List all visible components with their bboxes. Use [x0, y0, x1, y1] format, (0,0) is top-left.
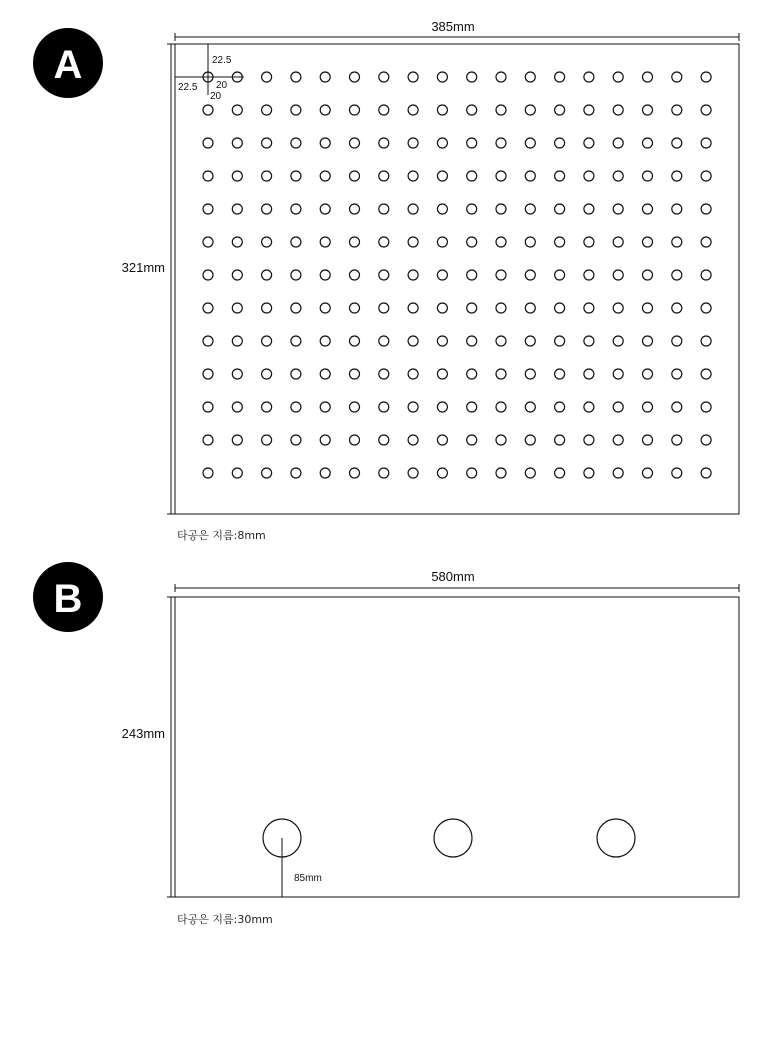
hole-a — [496, 72, 506, 82]
hole-a — [350, 105, 360, 115]
hole-a — [525, 468, 535, 478]
hole-a — [291, 336, 301, 346]
hole-a — [320, 105, 330, 115]
hole-a — [350, 336, 360, 346]
hole-a — [262, 237, 272, 247]
hole-a — [496, 237, 506, 247]
hole-a — [350, 270, 360, 280]
hole-a — [291, 468, 301, 478]
hole-a — [525, 204, 535, 214]
hole-a — [701, 171, 711, 181]
hole-a — [496, 105, 506, 115]
hole-a — [467, 303, 477, 313]
hole-a — [613, 303, 623, 313]
hole-a — [584, 237, 594, 247]
hole-a — [203, 303, 213, 313]
hole-a — [203, 171, 213, 181]
hole-a — [232, 171, 242, 181]
width-label-b: 580mm — [431, 569, 475, 584]
hole-a — [613, 270, 623, 280]
hole-a — [379, 336, 389, 346]
hole-a — [613, 72, 623, 82]
hole-a — [643, 204, 653, 214]
height-dimension-a — [167, 44, 175, 514]
hole-a — [232, 105, 242, 115]
hole-a — [232, 138, 242, 148]
hole-a — [613, 204, 623, 214]
hole-a — [262, 303, 272, 313]
hole-a — [467, 336, 477, 346]
hole-a — [350, 369, 360, 379]
hole-a — [320, 204, 330, 214]
hole-a — [437, 105, 447, 115]
panel-a — [33, 19, 739, 514]
hole-a — [584, 468, 594, 478]
hole-a — [613, 336, 623, 346]
hole-a — [291, 270, 301, 280]
hole-a — [379, 171, 389, 181]
hole-a — [701, 138, 711, 148]
hole-a — [496, 336, 506, 346]
hole-a — [525, 402, 535, 412]
hole-a — [437, 369, 447, 379]
spacing-v-label-a: 20 — [210, 91, 222, 102]
hole-a — [262, 369, 272, 379]
hole-a — [203, 468, 213, 478]
hole-a — [437, 237, 447, 247]
hole-a — [672, 270, 682, 280]
hole-a — [525, 138, 535, 148]
hole-a — [496, 303, 506, 313]
hole-a — [525, 435, 535, 445]
hole-a — [467, 468, 477, 478]
hole-a — [408, 369, 418, 379]
hole-a — [437, 72, 447, 82]
hole-a — [203, 336, 213, 346]
hole-a — [672, 204, 682, 214]
hole-a — [613, 171, 623, 181]
hole-a — [701, 237, 711, 247]
hole-a — [555, 303, 565, 313]
hole-a — [672, 303, 682, 313]
hole-a — [203, 402, 213, 412]
hole-a — [467, 105, 477, 115]
hole-a — [350, 171, 360, 181]
hole-a — [643, 303, 653, 313]
hole-a — [643, 435, 653, 445]
hole-a — [379, 237, 389, 247]
hole-a — [262, 270, 272, 280]
hole-a — [672, 435, 682, 445]
hole-a — [437, 270, 447, 280]
hole-a — [320, 171, 330, 181]
hole-a — [350, 72, 360, 82]
hole-a — [701, 402, 711, 412]
hole-a — [203, 270, 213, 280]
hole-a — [320, 468, 330, 478]
hole-a — [203, 105, 213, 115]
hole-a — [584, 105, 594, 115]
hole-a — [672, 72, 682, 82]
hole-a — [584, 72, 594, 82]
hole-a — [262, 402, 272, 412]
hole-a — [232, 435, 242, 445]
offset-left-label-a: 22.5 — [178, 82, 198, 93]
hole-a — [496, 435, 506, 445]
hole-a — [613, 138, 623, 148]
hole-a — [379, 369, 389, 379]
hole-a — [232, 237, 242, 247]
badge-b-label: B — [53, 577, 83, 621]
hole-a — [408, 204, 418, 214]
hole-a — [467, 204, 477, 214]
hole-a — [613, 435, 623, 445]
hole-a — [525, 72, 535, 82]
hole-a — [701, 105, 711, 115]
hole-a — [584, 138, 594, 148]
hole-a — [379, 138, 389, 148]
hole-a — [408, 171, 418, 181]
hole-a — [232, 270, 242, 280]
hole-a — [555, 204, 565, 214]
hole-a — [379, 270, 389, 280]
hole-a — [467, 435, 477, 445]
hole-a — [555, 270, 565, 280]
hole-a — [613, 468, 623, 478]
hole-a — [701, 435, 711, 445]
hole-a — [525, 237, 535, 247]
hole-a — [203, 138, 213, 148]
hole-a — [672, 105, 682, 115]
hole-a — [613, 369, 623, 379]
hole-a — [701, 204, 711, 214]
hole-a — [408, 105, 418, 115]
hole-a — [291, 72, 301, 82]
hole-a — [643, 237, 653, 247]
hole-a — [643, 468, 653, 478]
hole-a — [584, 270, 594, 280]
hole-a — [232, 468, 242, 478]
hole-a — [584, 369, 594, 379]
hole-a — [467, 138, 477, 148]
hole-a — [437, 402, 447, 412]
badge-a-label: A — [53, 43, 83, 87]
hole-a — [350, 303, 360, 313]
hole-a — [555, 171, 565, 181]
hole-a — [350, 138, 360, 148]
hole-a — [320, 237, 330, 247]
hole-a — [467, 369, 477, 379]
hole-a — [320, 303, 330, 313]
hole-a — [408, 402, 418, 412]
hole-a — [467, 237, 477, 247]
hole-offset-label-b: 85mm — [294, 873, 322, 884]
hole-a — [408, 303, 418, 313]
hole-a — [262, 138, 272, 148]
hole-a — [291, 369, 301, 379]
hole-a — [291, 171, 301, 181]
hole-a — [496, 468, 506, 478]
hole-a — [379, 204, 389, 214]
hole-a — [291, 237, 301, 247]
hole-a — [613, 402, 623, 412]
hole-a — [408, 237, 418, 247]
hole-a — [496, 369, 506, 379]
hole-a — [555, 402, 565, 412]
hole-a — [203, 237, 213, 247]
panel-b — [33, 562, 739, 897]
hole-a — [320, 72, 330, 82]
hole-a — [262, 105, 272, 115]
hole-a — [262, 204, 272, 214]
hole-a — [672, 468, 682, 478]
hole-a — [701, 303, 711, 313]
hole-a — [555, 105, 565, 115]
hole-a — [320, 270, 330, 280]
hole-a — [291, 105, 301, 115]
hole-a — [379, 435, 389, 445]
hole-a — [291, 303, 301, 313]
hole-a — [320, 138, 330, 148]
hole-diameter-note-b: 타공은 지름:30mm — [177, 913, 273, 926]
hole-a — [555, 468, 565, 478]
hole-a — [701, 336, 711, 346]
hole-a — [262, 171, 272, 181]
hole-a — [584, 336, 594, 346]
hole-diameter-note-a: 타공은 지름:8mm — [177, 529, 266, 542]
hole-a — [408, 468, 418, 478]
hole-a — [672, 171, 682, 181]
hole-a — [350, 435, 360, 445]
hole-a — [555, 435, 565, 445]
hole-a — [408, 270, 418, 280]
hole-a — [555, 138, 565, 148]
hole-b-3 — [597, 819, 635, 857]
hole-a — [496, 402, 506, 412]
hole-a — [437, 138, 447, 148]
board-outline-a — [175, 44, 739, 514]
hole-a — [467, 270, 477, 280]
width-label-a: 385mm — [431, 19, 475, 34]
width-dimension-b — [175, 584, 739, 592]
hole-a — [437, 204, 447, 214]
hole-a — [232, 369, 242, 379]
hole-a — [701, 72, 711, 82]
hole-a — [408, 72, 418, 82]
hole-a — [643, 72, 653, 82]
hole-a — [643, 369, 653, 379]
hole-a — [320, 435, 330, 445]
hole-a — [350, 468, 360, 478]
height-dimension-b — [167, 597, 175, 897]
hole-a — [408, 435, 418, 445]
hole-a — [555, 72, 565, 82]
hole-a — [467, 72, 477, 82]
hole-a — [379, 468, 389, 478]
hole-a — [232, 204, 242, 214]
hole-a — [643, 270, 653, 280]
board-outline-b — [175, 597, 739, 897]
hole-a — [203, 369, 213, 379]
hole-a — [232, 402, 242, 412]
hole-a — [613, 105, 623, 115]
hole-a — [437, 435, 447, 445]
hole-a — [262, 72, 272, 82]
hole-a — [643, 402, 653, 412]
hole-a — [203, 204, 213, 214]
spacing-h-label-a: 20 — [216, 80, 228, 91]
hole-a — [613, 237, 623, 247]
hole-a — [672, 138, 682, 148]
hole-a — [467, 402, 477, 412]
hole-a — [320, 336, 330, 346]
hole-a — [701, 369, 711, 379]
hole-a — [379, 105, 389, 115]
hole-a — [437, 171, 447, 181]
hole-a — [525, 336, 535, 346]
hole-b-2 — [434, 819, 472, 857]
hole-a — [643, 171, 653, 181]
hole-a — [320, 369, 330, 379]
offset-top-label-a: 22.5 — [212, 55, 232, 66]
hole-a — [203, 435, 213, 445]
hole-a — [437, 336, 447, 346]
hole-a — [555, 237, 565, 247]
hole-a — [672, 402, 682, 412]
hole-a — [379, 402, 389, 412]
hole-a — [437, 468, 447, 478]
hole-a — [496, 270, 506, 280]
hole-a — [643, 336, 653, 346]
hole-a — [291, 138, 301, 148]
hole-a — [672, 369, 682, 379]
width-dimension-a — [175, 33, 739, 41]
hole-a — [525, 303, 535, 313]
hole-a — [350, 237, 360, 247]
hole-a — [350, 204, 360, 214]
hole-a — [701, 468, 711, 478]
hole-a — [496, 138, 506, 148]
hole-a — [555, 336, 565, 346]
hole-a — [584, 303, 594, 313]
hole-a — [584, 204, 594, 214]
hole-a — [672, 336, 682, 346]
hole-a — [643, 138, 653, 148]
hole-grid-a — [203, 72, 711, 478]
hole-a — [379, 72, 389, 82]
hole-a — [496, 171, 506, 181]
hole-a — [350, 402, 360, 412]
hole-a — [525, 369, 535, 379]
hole-a — [291, 402, 301, 412]
hole-a — [437, 303, 447, 313]
hole-a — [584, 402, 594, 412]
hole-a — [584, 171, 594, 181]
hole-a — [525, 105, 535, 115]
hole-a — [672, 237, 682, 247]
hole-a — [232, 303, 242, 313]
height-label-b: 243mm — [121, 726, 165, 741]
hole-a — [408, 336, 418, 346]
hole-a — [525, 270, 535, 280]
hole-a — [496, 204, 506, 214]
hole-a — [525, 171, 535, 181]
hole-a — [291, 435, 301, 445]
hole-a — [584, 435, 594, 445]
height-label-a: 321mm — [121, 260, 165, 275]
hole-a — [262, 336, 272, 346]
hole-a — [232, 336, 242, 346]
hole-a — [320, 402, 330, 412]
hole-a — [555, 369, 565, 379]
hole-a — [262, 435, 272, 445]
hole-a — [262, 468, 272, 478]
hole-a — [643, 105, 653, 115]
hole-a — [467, 171, 477, 181]
hole-a — [408, 138, 418, 148]
hole-a — [291, 204, 301, 214]
hole-a — [379, 303, 389, 313]
hole-a — [701, 270, 711, 280]
